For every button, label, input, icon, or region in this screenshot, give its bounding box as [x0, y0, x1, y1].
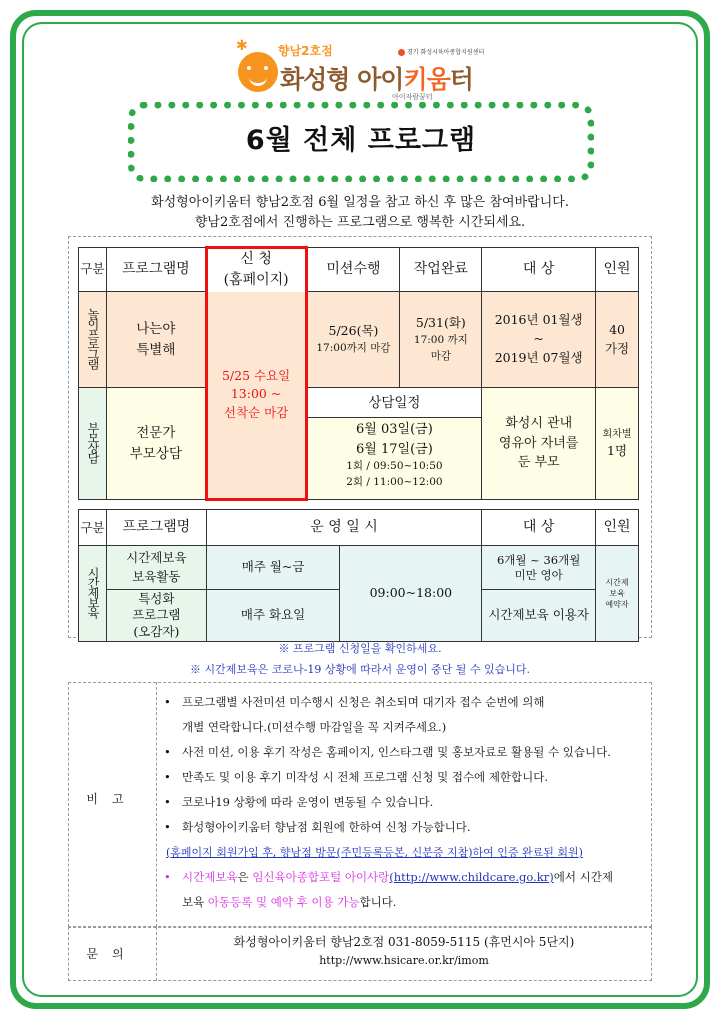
- program-table: [78, 246, 639, 501]
- logo-sub: 아이자람꿈터: [392, 93, 433, 101]
- t2-row2-program: 특성화 프로그램 (오감자): [106, 590, 206, 642]
- list-item: • 사전 미션, 이용 후기 작성은 홈페이지, 인스타그램 및 홍보자료로 활용될 수 있습니다.: [162, 740, 652, 765]
- header-mission: 미션수행: [306, 248, 400, 292]
- t2-row2-days: 매주 화요일: [206, 590, 340, 642]
- list-item: (홈페이지 회원가입 후, 향남점 방문(주민등록등본, 신분증 지참)하여 인증 완료된 회원): [166, 846, 583, 859]
- table-header-row: [79, 510, 639, 546]
- list-item: 보육 아동등록 및 예약 후 이용 가능합니다.: [182, 895, 397, 909]
- row2-target: 화성시 관내 영유아 자녀를 둔 부모: [482, 388, 596, 500]
- row1-mission: 5/26(목) 17:00까지 마감: [306, 292, 400, 388]
- t2-row1-program: 시간제보육 보육활동: [106, 546, 206, 590]
- header-target: 대 상: [482, 248, 596, 292]
- note-apply-date: ※ 프로그램 신청일을 확인하세요.: [278, 642, 442, 655]
- remarks-divider: [156, 682, 157, 927]
- t2-row1-days: 매주 월~금: [206, 546, 340, 590]
- list-item: • 시간제보육은 임신육아종합포털 아이사랑(http://www.childcare.go.kr)에서 시간제: [162, 865, 652, 890]
- consult-cell: [306, 388, 482, 500]
- t2-people: 시간제 보육 예약자: [596, 546, 639, 642]
- table-header-row: [79, 248, 639, 292]
- inquiry-label: 문의: [86, 947, 138, 961]
- list-item: • 만족도 및 이용 후기 미작성 시 전체 프로그램 신청 및 접수에 제한합니다.: [162, 765, 652, 790]
- row1-complete: 5/31(화) 17:00 까지 마감: [400, 292, 482, 388]
- daycare-table: [78, 509, 639, 642]
- t2-header-schedule: 운 영 일 시: [206, 510, 482, 546]
- table-row: [79, 292, 639, 388]
- row2-people: 회차별 1명: [596, 388, 639, 500]
- remarks-list: [162, 690, 652, 915]
- row1-category: 놀이프로그램: [79, 292, 107, 388]
- t2-category: 시간제보육: [79, 546, 107, 642]
- star-icon: ✱: [236, 38, 248, 54]
- header-apply: 신 청 (홈페이지): [206, 248, 306, 292]
- page-title: 6월 전체 프로그램: [245, 125, 477, 156]
- t2-row1-target: 6개월 ~ 36개월 미만 영아: [482, 546, 596, 590]
- smiling-sun-icon: [238, 52, 278, 92]
- t2-time: 09:00~18:00: [340, 546, 482, 642]
- t2-header-category: 구분: [79, 510, 107, 546]
- header-program: 프로그램명: [106, 248, 206, 292]
- header-complete: 작업완료: [400, 248, 482, 292]
- t2-header-people: 인원: [596, 510, 639, 546]
- note-covid: ※ 시간제보육은 코로나-19 상황에 따라서 운영이 중단 될 수 있습니다.: [190, 663, 530, 676]
- table-row: [79, 546, 639, 590]
- intro-line-1: 화성형아이키움터 향남2호점 6월 일정을 참고 하신 후 많은 참여바랍니다.: [151, 195, 569, 210]
- list-item: • 화성형아이키움터 향남점 회원에 한하여 신청 가능합니다.: [162, 815, 652, 840]
- row1-people: 40 가정: [596, 292, 639, 388]
- row2-program: 전문가 부모상담: [106, 388, 206, 500]
- childcare-link[interactable]: (http://www.childcare.go.kr): [389, 870, 554, 884]
- logo-branch: 향남2호점: [278, 44, 333, 58]
- apply-cell: 5/25 수요일 13:00 ~ 선착순 마감: [206, 292, 306, 500]
- row1-target: 2016년 01월생 ~ 2019년 07월생: [482, 292, 596, 388]
- t2-header-program: 프로그램명: [106, 510, 206, 546]
- intro-line-2: 향남2호점에서 진행하는 프로그램으로 행복한 시간되세요.: [194, 215, 526, 230]
- table-row: [79, 388, 639, 500]
- header-people: 인원: [596, 248, 639, 292]
- inquiry-contact: 화성형아이키움터 향남2호점 031-8059-5115 (휴먼시아 5단지): [233, 935, 575, 949]
- center-logo-icon: [398, 49, 405, 56]
- t2-row2-target: 시간제보육 이용자: [482, 590, 596, 642]
- logo-name: 화성형 아이키움터: [280, 65, 473, 94]
- center-logo: 경기 화성시육아종합지원센터: [398, 47, 484, 56]
- row2-category: 부모상담: [79, 388, 107, 500]
- header-category: 구분: [79, 248, 107, 292]
- consult-header: 상담일정: [308, 388, 482, 418]
- list-item: 개별 연락합니다.(미션수행 마감일을 꼭 지켜주세요.): [182, 720, 447, 734]
- list-item: • 코로나19 상황에 따라 운영이 변동될 수 있습니다.: [162, 790, 652, 815]
- remarks-label: 비고: [86, 792, 138, 806]
- list-item: • 프로그램별 사전미션 미수행시 신청은 취소되며 대기자 접수 순번에 의해: [162, 690, 652, 715]
- t2-header-target: 대 상: [482, 510, 596, 546]
- consult-schedule: 6월 03일(금) 6월 17일(금) 1회 / 09:50~10:50 2회 / 11:00~12:00: [308, 418, 482, 499]
- row1-program: 나는야 특별해: [106, 292, 206, 388]
- inquiry-url[interactable]: http://www.hsicare.or.kr/imom: [319, 954, 489, 967]
